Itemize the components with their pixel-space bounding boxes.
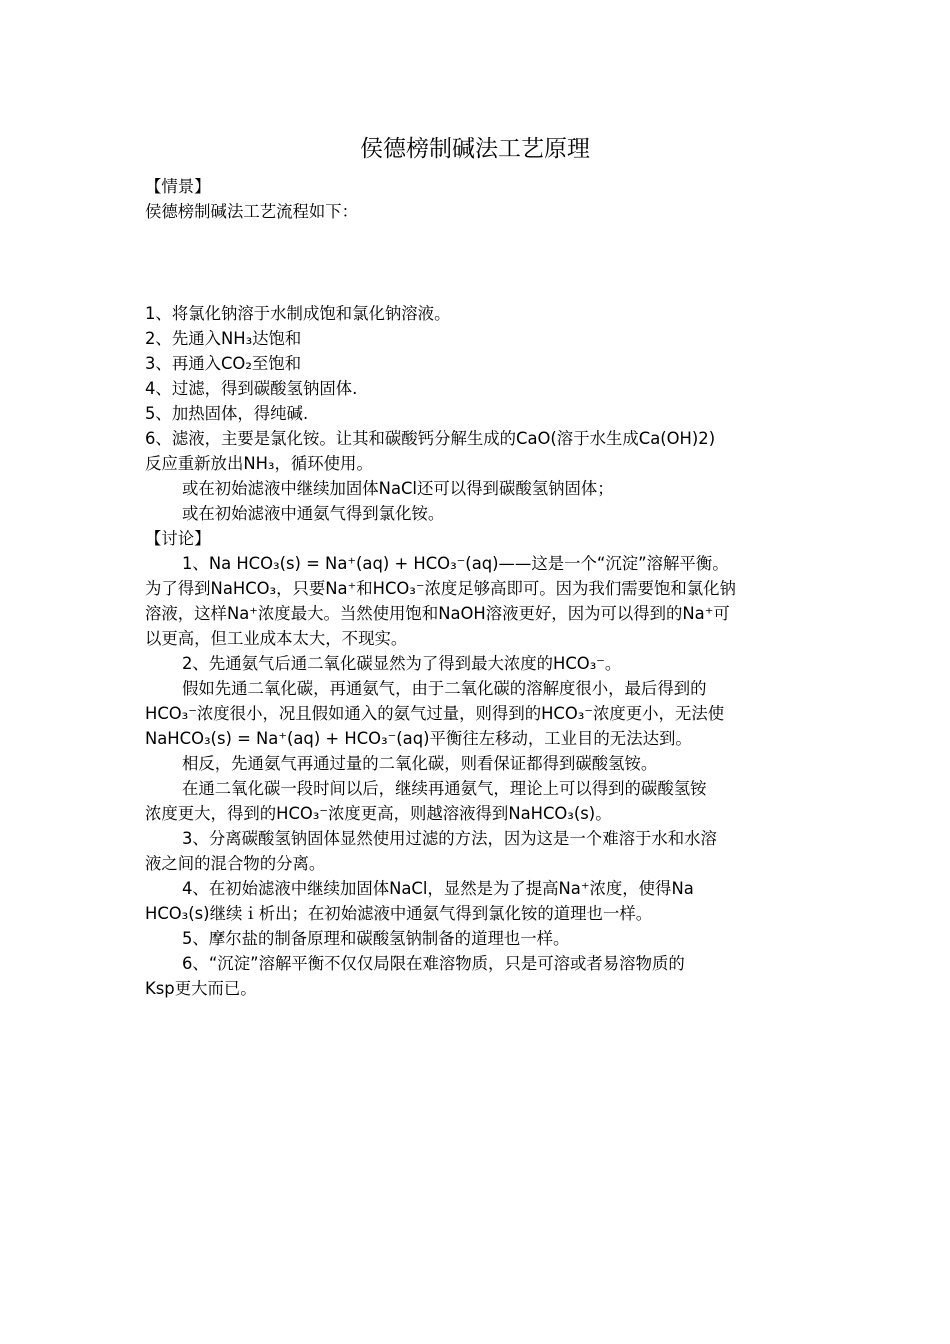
discussion-line: 浓度更大，得到的HCO₃⁻浓度更高，则越溶液得到NaHCO₃(s)。: [145, 804, 612, 823]
discussion-line: 1、Na HCO₃(s) = Na⁺(aq) + HCO₃⁻(aq)——这是一个“沉淀”溶解平衡。: [182, 554, 729, 573]
scene-intro: 侯德榜制碱法工艺流程如下：: [145, 202, 359, 221]
scene-heading: 【情景】: [145, 177, 211, 196]
scene-step: 3、再通入CO₂至饱和: [145, 354, 302, 373]
document-title: 侯德榜制碱法工艺原理: [360, 136, 590, 162]
discussion-line: 6、“沉淀”溶解平衡不仅仅局限在难溶物质，只是可溶或者易溶物质的: [182, 954, 685, 973]
discussion-line: 以更高，但工业成本太大，不现实。: [145, 629, 408, 648]
scene-step: 1、将氯化钠溶于水制成饱和氯化钠溶液。: [145, 304, 451, 323]
flowchart-placeholder: [145, 224, 810, 301]
discussion-line: 为了得到NaHCO₃，只要Na⁺和HCO₃⁻浓度足够高即可。因为我们需要饱和氯化钠: [145, 579, 736, 598]
scene-step: 6、滤液，主要是氯化铵。让其和碳酸钙分解生成的CaO(溶于水生成Ca(OH)2): [145, 429, 716, 448]
document-body: [145, 174, 810, 1001]
discussion-heading: 【讨论】: [145, 529, 211, 548]
discussion-line: 液之间的混合物的分离。: [145, 854, 326, 873]
discussion-line: 在通二氧化碳一段时间以后，继续再通氨气，理论上可以得到的碳酸氢铵: [182, 779, 707, 798]
discussion-line: HCO₃(s)继续ｉ析出；在初始滤液中通氨气得到氯化铵的道理也一样。: [145, 904, 653, 923]
discussion-line: NaHCO₃(s) = Na⁺(aq) + HCO₃⁻(aq)平衡往左移动，工业目的无法达到。: [145, 729, 692, 748]
discussion-line: 假如先通二氧化碳，再通氨气，由于二氧化碳的溶解度很小，最后得到的: [182, 679, 707, 698]
scene-step: 反应重新放出NH₃，循环使用。: [145, 454, 373, 473]
discussion-line: 2、先通氨气后通二氧化碳显然为了得到最大浓度的HCO₃⁻。: [182, 654, 622, 673]
discussion-line: 5、摩尔盐的制备原理和碳酸氢钠制备的道理也一样。: [182, 929, 570, 948]
scene-step: 或在初始滤液中通氨气得到氯化铵。: [182, 504, 445, 523]
discussion-line: HCO₃⁻浓度很小，况且假如通入的氨气过量，则得到的HCO₃⁻浓度更小，无法使: [145, 704, 725, 723]
scene-step: 或在初始滤液中继续加固体NaCl还可以得到碳酸氢钠固体；: [182, 479, 614, 498]
discussion-line: 溶液，这样Na⁺浓度最大。当然使用饱和NaOH溶液更好，因为可以得到的Na⁺可: [145, 604, 730, 623]
scene-step: 2、先通入NH₃达饱和: [145, 329, 302, 348]
scene-step: 4、过滤，得到碳酸氢钠固体.: [145, 379, 358, 398]
discussion-line: Ksp更大而已。: [145, 979, 257, 998]
discussion-line: 3、分离碳酸氢钠固体显然使用过滤的方法，因为这是一个难溶于水和水溶: [182, 829, 717, 848]
discussion-line: 相反，先通氨气再通过量的二氧化碳，则看保证都得到碳酸氢铵。: [182, 754, 658, 773]
discussion-line: 4、在初始滤液中继续加固体NaCl，显然是为了提高Na⁺浓度，使得Na: [182, 879, 694, 898]
scene-step: 5、加热固体，得纯碱.: [145, 404, 309, 423]
